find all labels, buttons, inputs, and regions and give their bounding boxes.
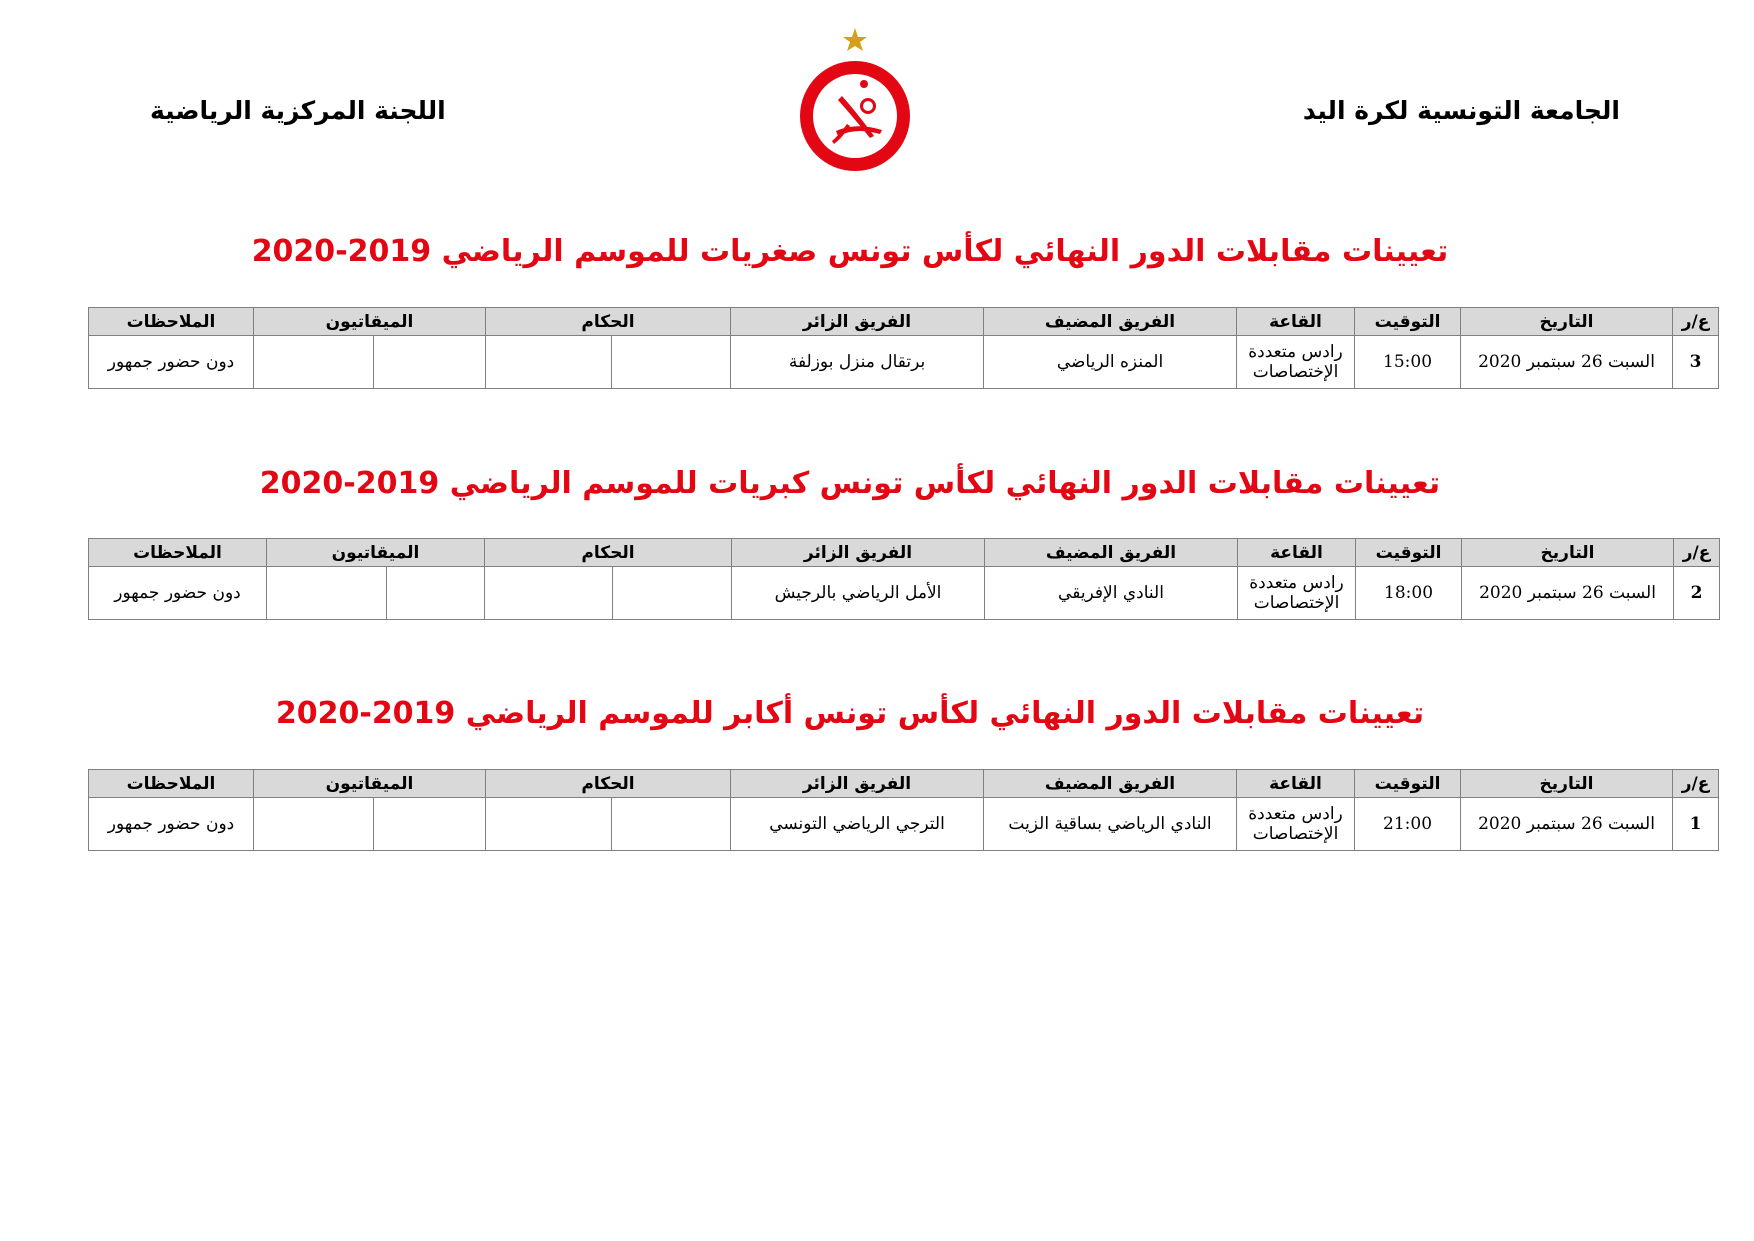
col-num: ع/ر: [1673, 770, 1719, 798]
col-referees: الحكام: [485, 539, 732, 567]
referee-1: [612, 798, 731, 851]
away-team: الترجي الرياضي التونسي: [731, 798, 984, 851]
col-date: التاريخ: [1461, 308, 1673, 336]
referee-1: [613, 567, 732, 620]
col-home: الفريق المضيف: [984, 770, 1237, 798]
col-home: الفريق المضيف: [984, 308, 1237, 336]
referee-2: [486, 336, 612, 389]
federation-name: الجامعة التونسية لكرة اليد: [1302, 96, 1620, 125]
match-hall: [1237, 336, 1355, 389]
table-row: [89, 567, 1720, 620]
match-number: 1: [1673, 798, 1719, 851]
federation-logo: [790, 26, 920, 181]
col-num: ع/ر: [1674, 539, 1720, 567]
match-notes: دون حضور جمهور: [89, 798, 254, 851]
col-timekeepers: الميقاتيون: [254, 770, 486, 798]
referee-2: [486, 798, 612, 851]
col-notes: الملاحظات: [89, 770, 254, 798]
col-date: التاريخ: [1462, 539, 1674, 567]
hall-line-2: الإختصاصات: [1252, 824, 1339, 844]
col-referees: الحكام: [486, 308, 731, 336]
match-date: السبت 26 سبتمبر 2020: [1461, 336, 1673, 389]
match-notes: دون حضور جمهور: [89, 567, 267, 620]
hall-line-1: رادس متعددة: [1248, 804, 1343, 824]
match-hall: [1237, 798, 1355, 851]
col-notes: الملاحظات: [89, 308, 254, 336]
match-date: السبت 26 سبتمبر 2020: [1461, 798, 1673, 851]
timekeeper-2: [254, 798, 374, 851]
home-team: النادي الرياضي بساقية الزيت: [984, 798, 1237, 851]
table-header-row: [89, 308, 1719, 336]
match-number: 3: [1673, 336, 1719, 389]
away-team: برتقال منزل بوزلفة: [731, 336, 984, 389]
match-time: 18:00: [1356, 567, 1462, 620]
match-time: 15:00: [1355, 336, 1461, 389]
match-number: 2: [1674, 567, 1720, 620]
schedule-table-cadets: [88, 538, 1720, 620]
col-timekeepers: الميقاتيون: [254, 308, 486, 336]
col-away: الفريق الزائر: [731, 770, 984, 798]
star-icon: [843, 28, 867, 51]
hall-line-2: الإختصاصات: [1253, 593, 1340, 613]
section-title-seniors: تعيينات مقابلات الدور النهائي لكأس تونس أكابر للموسم الرياضي 2019-2020: [275, 696, 1425, 731]
col-num: ع/ر: [1673, 308, 1719, 336]
col-hall: القاعة: [1238, 539, 1356, 567]
referee-1: [612, 336, 731, 389]
table-header-row: [89, 539, 1720, 567]
timekeeper-1: [387, 567, 485, 620]
col-time: التوقيت: [1356, 539, 1462, 567]
table-header-row: [89, 770, 1719, 798]
timekeeper-2: [254, 336, 374, 389]
col-time: التوقيت: [1355, 308, 1461, 336]
col-away: الفريق الزائر: [732, 539, 985, 567]
home-team: المنزه الرياضي: [984, 336, 1237, 389]
match-notes: دون حضور جمهور: [89, 336, 254, 389]
col-hall: القاعة: [1237, 770, 1355, 798]
col-away: الفريق الزائر: [731, 308, 984, 336]
home-team: النادي الإفريقي: [985, 567, 1238, 620]
schedule-table-juniors: [88, 307, 1719, 389]
hall-line-1: رادس متعددة: [1249, 573, 1344, 593]
col-timekeepers: الميقاتيون: [267, 539, 485, 567]
match-hall: [1238, 567, 1356, 620]
hall-line-1: رادس متعددة: [1248, 342, 1343, 362]
col-time: التوقيت: [1355, 770, 1461, 798]
section-title-juniors: تعيينات مقابلات الدور النهائي لكأس تونس صغريات للموسم الرياضي 2019-2020: [251, 234, 1449, 269]
hall-line-2: الإختصاصات: [1252, 362, 1339, 382]
table-row: [89, 798, 1719, 851]
table-row: [89, 336, 1719, 389]
referee-2: [485, 567, 613, 620]
col-hall: القاعة: [1237, 308, 1355, 336]
timekeeper-1: [374, 798, 486, 851]
schedule-table-seniors: [88, 769, 1719, 851]
col-notes: الملاحظات: [89, 539, 267, 567]
col-home: الفريق المضيف: [985, 539, 1238, 567]
section-title-cadets: تعيينات مقابلات الدور النهائي لكأس تونس كبريات للموسم الرياضي 2019-2020: [259, 466, 1441, 501]
col-referees: الحكام: [486, 770, 731, 798]
match-date: السبت 26 سبتمبر 2020: [1462, 567, 1674, 620]
away-team: الأمل الرياضي بالرجيش: [732, 567, 985, 620]
timekeeper-2: [267, 567, 387, 620]
col-date: التاريخ: [1461, 770, 1673, 798]
committee-name: اللجنة المركزية الرياضية: [150, 96, 446, 125]
timekeeper-1: [374, 336, 486, 389]
match-time: 21:00: [1355, 798, 1461, 851]
